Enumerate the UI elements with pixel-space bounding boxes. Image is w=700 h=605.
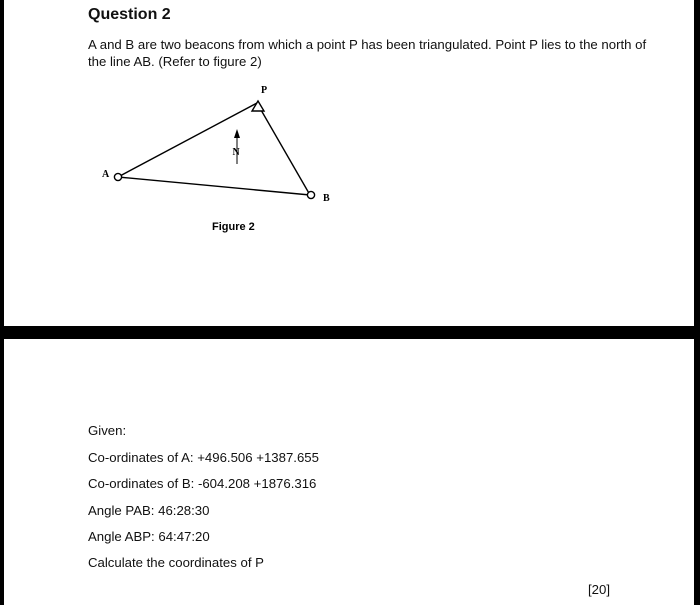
- beacon-a-icon: [114, 173, 121, 180]
- line-a-p: [118, 103, 257, 177]
- document-page-bottom: [4, 339, 694, 605]
- beacon-b-icon: [307, 191, 314, 198]
- line-p-b: [257, 103, 310, 195]
- coordinates-a: Co-ordinates of A: +496.506 +1387.655: [88, 450, 319, 465]
- instruction: Calculate the coordinates of P: [88, 555, 264, 570]
- figure-caption: Figure 2: [212, 221, 255, 233]
- label-p: P: [261, 85, 268, 96]
- document-page-top: [4, 0, 694, 326]
- label-a: A: [102, 169, 110, 180]
- label-b: B: [323, 193, 330, 204]
- figure-2-diagram: [4, 0, 694, 326]
- question-title: Question 2: [88, 6, 171, 23]
- given-heading: Given:: [88, 423, 127, 438]
- north-label: N: [232, 147, 240, 158]
- question-text: A and B are two beacons from which a point P has been triangulated. Point P lies to the north of the line AB. (Refer to figure 2): [88, 37, 647, 69]
- angle-pab: Angle PAB: 46:28:30: [88, 503, 210, 518]
- coordinates-b: Co-ordinates of B: -604.208 +1876.316: [88, 476, 317, 491]
- point-p-triangle-icon: [252, 101, 264, 111]
- marks-allocation: [20]: [588, 582, 610, 597]
- north-arrow-icon: [233, 129, 241, 164]
- line-a-b: [118, 177, 310, 195]
- angle-abp: Angle ABP: 64:47:20: [88, 529, 210, 544]
